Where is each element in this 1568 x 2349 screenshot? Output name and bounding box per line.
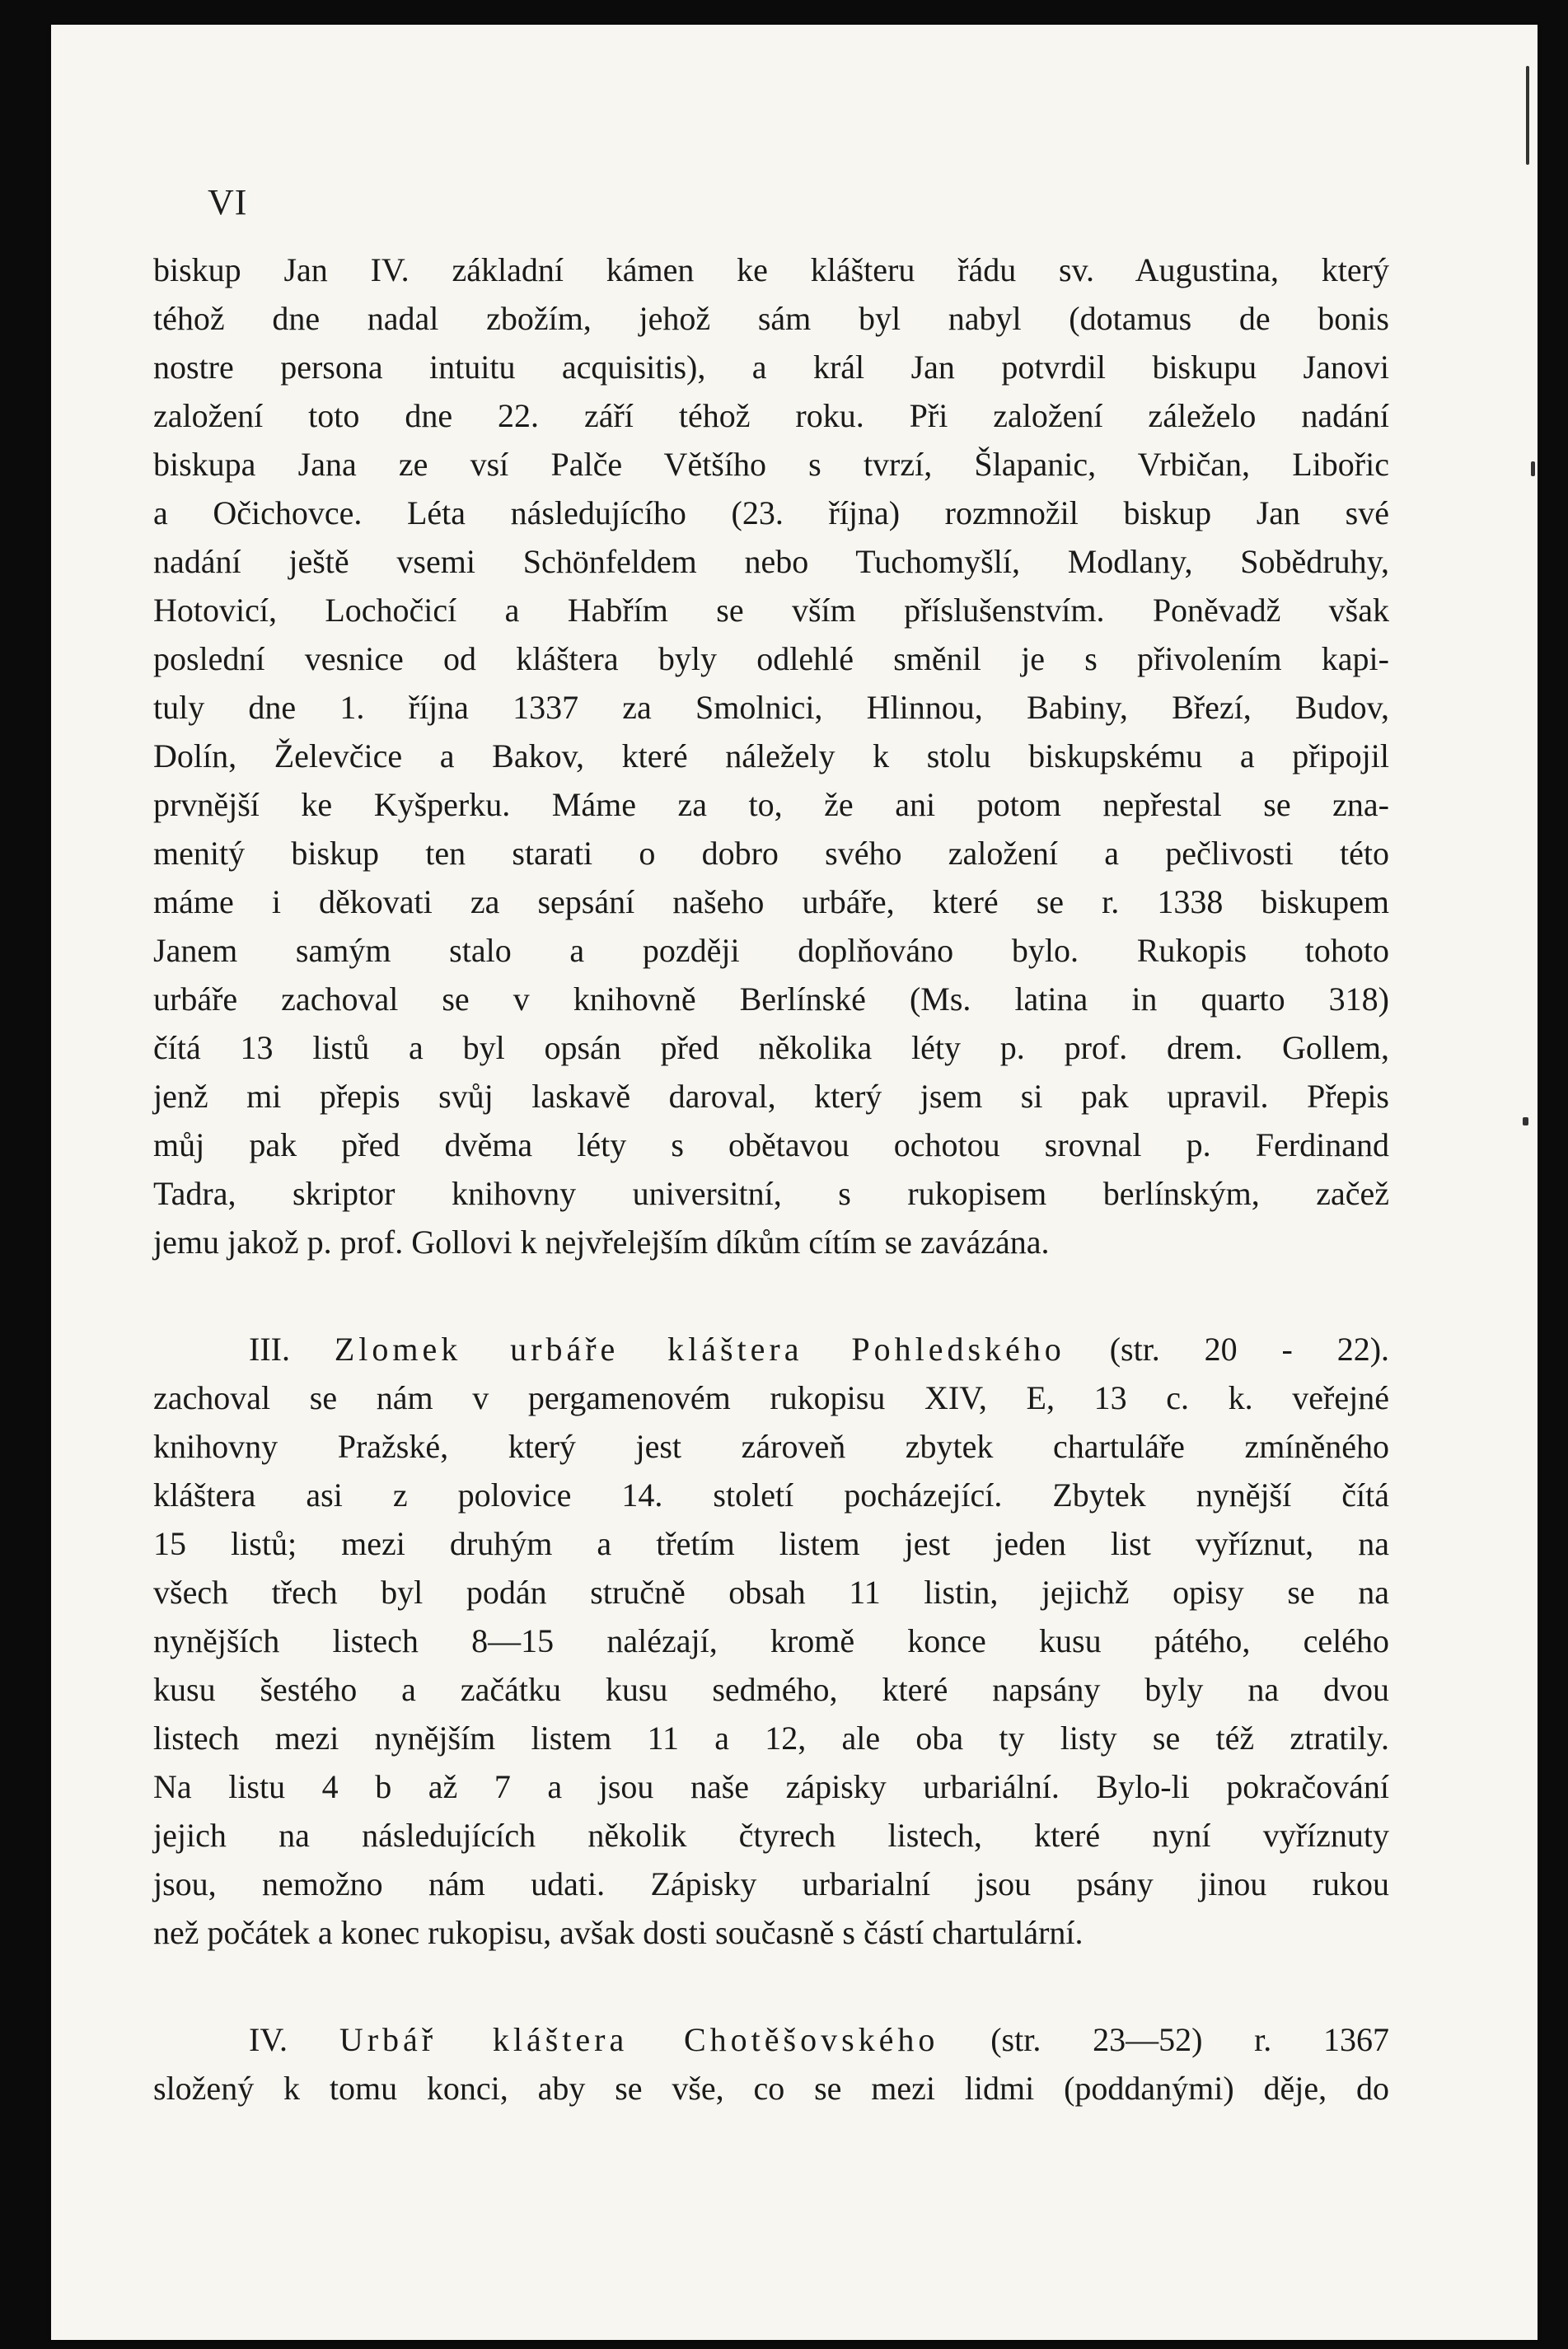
- text-line: a Očichovce. Léta následujícího (23. října) rozmnožil biskup Jan své: [153, 494, 1389, 531]
- text-line: nostre persona intuitu acquisitis), a král Jan potvrdil biskupu Janovi: [153, 349, 1389, 386]
- scan-edge-mark: [1531, 461, 1535, 476]
- section-heading-line: [249, 2017, 1389, 2063]
- text-line: biskupa Jana ze vsí Palče Většího s tvrzí, Šlapanic, Vrbičan, Libořic: [153, 446, 1389, 483]
- text-line: kláštera asi z polovice 14. století pocházející. Zbytek nynější čítá: [153, 1476, 1389, 1514]
- text-line: jsou, nemožno nám udati. Zápisky urbarialní jsou psány jinou rukou: [153, 1865, 1389, 1902]
- text-line: jejich na následujících několik čtyrech listech, které nyní vyříznuty: [153, 1817, 1389, 1854]
- text-line: složený k tomu konci, aby se vše, co se mezi lidmi (poddanými) děje, do: [153, 2070, 1389, 2107]
- section-reference: (str. 20 - 22).: [1109, 1331, 1390, 1368]
- text-line: Hotovicí, Lochočicí a Habřím se vším příslušenstvím. Poněvadž však: [153, 592, 1389, 629]
- section-numeral: IV.: [249, 2021, 288, 2058]
- text-line: kusu šestého a začátku kusu sedmého, které napsány byly na dvou: [153, 1671, 1389, 1708]
- text-line: můj pak před dvěma léty s obětavou ochotou srovnal p. Ferdinand: [153, 1126, 1389, 1163]
- text-line: poslední vesnice od kláštera byly odlehlé směnil je s přivolením kapi-: [153, 640, 1389, 677]
- text-line: Tadra, skriptor knihovny universitní, s rukopisem berlínským, začež: [153, 1175, 1389, 1212]
- section-numeral: III.: [249, 1331, 290, 1368]
- text-line: prvnější ke Kyšperku. Máme za to, že ani potom nepřestal se zna-: [153, 786, 1389, 823]
- text-line: urbáře zachoval se v knihovně Berlínské (Ms. latina in quarto 318): [153, 980, 1389, 1018]
- text-line: Dolín, Želevčice a Bakov, které náležely k stolu biskupskému a připojil: [153, 737, 1389, 774]
- text-line: všech třech byl podán stručně obsah 11 listin, jejichž opisy se na: [153, 1574, 1389, 1611]
- section-title: Zlomek urbáře kláštera Pohledského: [334, 1331, 1065, 1368]
- text-line: Janem samým stalo a později doplňováno bylo. Rukopis tohoto: [153, 932, 1389, 969]
- text-line: jemu jakož p. prof. Gollovi k nejvřelejším díkům cítím se zavázána.: [153, 1224, 1050, 1261]
- text-line: nynějších listech 8—15 nalézají, kromě konce kusu pátého, celého: [153, 1622, 1389, 1659]
- section-heading-line: [249, 1327, 1389, 1373]
- text-line: biskup Jan IV. základní kámen ke klášteru řádu sv. Augustina, který: [153, 251, 1389, 288]
- text-line: Na listu 4 b až 7 a jsou naše zápisky urbariální. Bylo-li pokračování: [153, 1768, 1389, 1805]
- text-line: jenž mi přepis svůj laskavě daroval, který jsem si pak upravil. Přepis: [153, 1078, 1389, 1115]
- text-line: čítá 13 listů a byl opsán před několika léty p. prof. drem. Gollem,: [153, 1029, 1389, 1066]
- section-title: Urbář kláštera Chotěšovského: [339, 2021, 939, 2058]
- scan-edge-mark: [1526, 66, 1529, 165]
- text-line: založení toto dne 22. září téhož roku. Při založení záleželo nadání: [153, 397, 1389, 434]
- text-line: knihovny Pražské, který jest zároveň zbytek chartuláře zmíněného: [153, 1428, 1389, 1465]
- text-line: téhož dne nadal zbožím, jehož sám byl nabyl (dotamus de bonis: [153, 300, 1389, 337]
- section-reference: (str. 23—52) r. 1367: [990, 2021, 1390, 2058]
- text-line: tuly dne 1. října 1337 za Smolnici, Hlinnou, Babiny, Březí, Budov,: [153, 689, 1389, 726]
- page-number: VI: [208, 182, 248, 222]
- text-line: listech mezi nynějším listem 11 a 12, ale oba ty listy se též ztratily.: [153, 1720, 1389, 1757]
- text-line: 15 listů; mezi druhým a třetím listem jest jeden list vyříznut, na: [153, 1525, 1389, 1562]
- text-line: než počátek a konec rukopisu, avšak dosti současně s částí chartulární.: [153, 1914, 1084, 1951]
- text-line: zachoval se nám v pergamenovém rukopisu XIV, E, 13 c. k. veřejné: [153, 1379, 1389, 1416]
- text-line: nadání ještě vsemi Schönfeldem nebo Tuchomyšlí, Modlany, Sobědruhy,: [153, 543, 1389, 580]
- text-line: menitý biskup ten starati o dobro svého založení a pečlivosti této: [153, 835, 1389, 872]
- text-line: máme i děkovati za sepsání našeho urbáře, které se r. 1338 biskupem: [153, 883, 1389, 920]
- scan-edge-mark: [1523, 1117, 1528, 1125]
